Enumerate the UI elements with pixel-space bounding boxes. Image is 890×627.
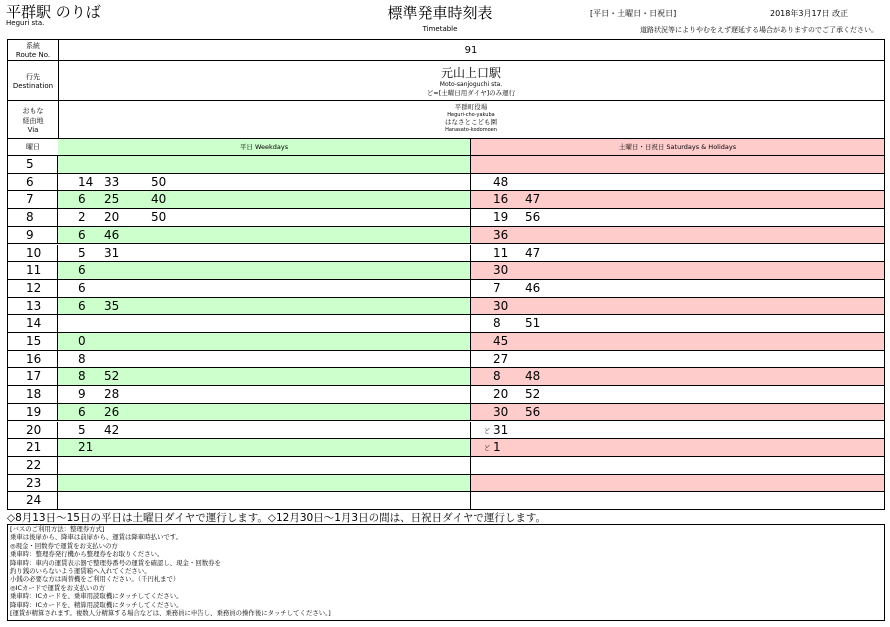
hour-cell: 24 bbox=[8, 492, 58, 510]
destination-name-en: Moto-sanjoguchi sta. bbox=[439, 81, 503, 88]
table-row bbox=[8, 174, 884, 192]
instruction-line: 乗車は後扉から、降車は前扉から、運賃は降車時払いです。 bbox=[10, 533, 183, 542]
departure-minute: 25 bbox=[104, 192, 120, 207]
holiday-minutes bbox=[471, 422, 884, 439]
departure-minute: 2 bbox=[78, 210, 86, 225]
hour-cell: 9 bbox=[8, 227, 58, 244]
page-title-en: Timetable bbox=[422, 25, 458, 33]
holiday-minutes bbox=[471, 439, 884, 456]
departure-minute: 8 bbox=[78, 351, 86, 366]
departure-minute: 8 bbox=[78, 369, 86, 384]
weekday-minutes bbox=[58, 351, 471, 368]
hour-cell: 11 bbox=[8, 262, 58, 279]
holiday-minutes bbox=[471, 404, 884, 421]
holiday-minutes bbox=[471, 262, 884, 279]
via-label-ja2: 経由地 bbox=[22, 116, 44, 125]
departure-minute: 19 bbox=[493, 210, 509, 225]
hour-cell: 20 bbox=[8, 422, 58, 439]
instruction-line: 釣り銭のいらないよう運賃箱へ入れてください。 bbox=[10, 567, 151, 576]
weekday-minutes bbox=[58, 457, 471, 474]
departure-minute: 47 bbox=[525, 192, 541, 207]
page-title: 標準発車時刻表 bbox=[387, 4, 493, 22]
departure-minute: 26 bbox=[104, 404, 120, 419]
hour-cell: 8 bbox=[8, 209, 58, 226]
departure-minute: 50 bbox=[151, 174, 167, 189]
table-row bbox=[8, 351, 884, 369]
departure-minute: 6 bbox=[78, 227, 86, 242]
revision-date: 2018年3月17日 改正 bbox=[770, 9, 849, 18]
departure-minute: 46 bbox=[104, 227, 120, 242]
departure-minute: 16 bbox=[493, 192, 509, 207]
departure-minute: 20 bbox=[493, 387, 509, 402]
table-row bbox=[8, 333, 884, 351]
departure-minute: 48 bbox=[493, 174, 509, 189]
holiday-operation-note: ◇8月13日～15日の平日は土曜日ダイヤで運行します。◇12月30日～1月3日の間は、日祝日ダイヤで運行します。 bbox=[7, 512, 547, 524]
departure-minute: 48 bbox=[525, 369, 541, 384]
weekday-minutes bbox=[58, 245, 471, 262]
table-row bbox=[8, 422, 884, 440]
holiday-minutes bbox=[471, 333, 884, 350]
via-label-ja: おもな bbox=[22, 106, 44, 115]
table-row bbox=[8, 457, 884, 475]
hour-cell: 16 bbox=[8, 351, 58, 368]
weekday-minutes bbox=[58, 227, 471, 244]
destination-row bbox=[8, 61, 884, 101]
hour-cell: 18 bbox=[8, 386, 58, 403]
table-row bbox=[8, 492, 884, 510]
via-stop-2: はなさとこども園 bbox=[445, 118, 497, 126]
instruction-line: ◎現金・回数券で運賃をお支払いの方 bbox=[10, 541, 118, 550]
departure-minute: 0 bbox=[78, 334, 86, 348]
weekdays-header: 平日 Weekdays bbox=[58, 139, 471, 155]
table-row bbox=[8, 475, 884, 493]
table-row bbox=[8, 209, 884, 227]
usage-instructions bbox=[7, 524, 885, 621]
departure-minute: 42 bbox=[104, 422, 120, 437]
departure-minute: 14 bbox=[78, 174, 94, 189]
holiday-minutes bbox=[471, 156, 884, 173]
departure-minute: 5 bbox=[78, 422, 86, 437]
saturday-only-mark: ど bbox=[484, 427, 491, 435]
instruction-line: 乗車時：整理券発行機から整理券をお取りください。 bbox=[10, 550, 164, 559]
weekday-minutes bbox=[58, 333, 471, 350]
weekday-minutes bbox=[58, 315, 471, 332]
weekday-minutes bbox=[58, 386, 471, 403]
departure-minute: 20 bbox=[104, 210, 120, 225]
departure-minute: 5 bbox=[78, 245, 86, 260]
weekday-minutes bbox=[58, 298, 471, 315]
destination-label-en: Destination bbox=[12, 81, 54, 90]
departure-minute: 45 bbox=[493, 334, 509, 348]
departure-minute: 6 bbox=[78, 263, 86, 278]
departure-minute: 47 bbox=[525, 245, 541, 260]
weekday-minutes bbox=[58, 492, 471, 510]
weekday-minutes bbox=[58, 368, 471, 385]
route-number: 91 bbox=[464, 45, 478, 56]
hour-cell: 21 bbox=[8, 439, 58, 456]
departure-minute: 9 bbox=[78, 387, 86, 402]
table-row bbox=[8, 227, 884, 245]
table-row bbox=[8, 262, 884, 280]
hour-cell: 6 bbox=[8, 174, 58, 191]
via-stop-1-en: Heguri-cho-yakuba bbox=[447, 111, 495, 118]
table-row bbox=[8, 280, 884, 298]
via-row bbox=[8, 101, 884, 139]
departure-minute: 1 bbox=[493, 440, 501, 455]
departure-minute: 52 bbox=[104, 369, 120, 384]
weekday-minutes bbox=[58, 439, 471, 456]
holiday-minutes bbox=[471, 475, 884, 492]
table-row bbox=[8, 368, 884, 386]
holiday-minutes bbox=[471, 280, 884, 297]
departure-minute: 50 bbox=[151, 210, 167, 225]
weekday-minutes bbox=[58, 404, 471, 421]
departure-minute: 8 bbox=[493, 316, 501, 331]
departure-minute: 6 bbox=[78, 298, 86, 313]
weekday-minutes bbox=[58, 422, 471, 439]
instruction-line: [運賃が精算されます。複数人分精算する場合などは、乗務員に申告し、乗務員の操作後にタッチしてください。] bbox=[10, 609, 331, 618]
holiday-minutes bbox=[471, 351, 884, 368]
via-stops bbox=[58, 101, 884, 138]
departure-minute: 30 bbox=[493, 298, 509, 313]
weekday-minutes bbox=[58, 191, 471, 208]
holidays-header: 土曜日・日祝日 Saturdays & Holidays bbox=[471, 139, 884, 155]
destination-label bbox=[8, 61, 59, 100]
hour-cell: 10 bbox=[8, 245, 58, 262]
via-stop-2-en: Hanasato-kodomoen bbox=[445, 126, 497, 133]
destination-label-ja: 行先 bbox=[26, 72, 40, 81]
departure-minute: 27 bbox=[493, 351, 509, 366]
holiday-minutes bbox=[471, 386, 884, 403]
destination-cell bbox=[58, 61, 884, 100]
weekday-minutes bbox=[58, 174, 471, 191]
instruction-line: 乗車時：ICカードを、乗車用読取機にタッチしてください。 bbox=[10, 592, 183, 601]
departure-minute: 56 bbox=[525, 210, 541, 225]
departure-minute: 51 bbox=[525, 316, 541, 331]
table-row bbox=[8, 191, 884, 209]
departure-minute: 33 bbox=[104, 174, 120, 189]
departure-minute: 6 bbox=[78, 404, 86, 419]
weekday-minutes bbox=[58, 209, 471, 226]
delay-notice: 道路状況等によりやむをえず遅延する場合がありますのでご了承ください。 bbox=[640, 26, 878, 34]
saturday-only-mark: ど bbox=[484, 445, 491, 453]
table-row bbox=[8, 315, 884, 333]
departure-minute: 30 bbox=[493, 263, 509, 278]
holiday-minutes bbox=[471, 209, 884, 226]
hour-cell: 13 bbox=[8, 298, 58, 315]
stop-name: 平群駅 のりば bbox=[6, 3, 101, 21]
departure-minute: 35 bbox=[104, 298, 120, 313]
destination-note: ど=[土曜日用ダイヤ]のみ運行 bbox=[426, 89, 516, 97]
departure-minute: 40 bbox=[151, 192, 167, 207]
route-label-ja: 系統 bbox=[26, 42, 40, 50]
departure-minute: 7 bbox=[493, 280, 501, 295]
stop-name-en: Heguri sta. bbox=[6, 19, 45, 27]
weekday-minutes bbox=[58, 475, 471, 492]
departure-minute: 56 bbox=[525, 404, 541, 419]
instruction-line: 降車時：車内の運賃表示器で整理券番号の運賃を確認し、現金・回数券を bbox=[10, 558, 221, 567]
weekday-minutes bbox=[58, 156, 471, 173]
table-row bbox=[8, 404, 884, 422]
holiday-minutes bbox=[471, 298, 884, 315]
via-stop-1: 平群町役場 bbox=[454, 103, 488, 111]
route-label bbox=[8, 40, 59, 60]
holiday-minutes bbox=[471, 457, 884, 474]
instruction-line: 小銭の必要な方は両替機をご利用ください。（千円札まで） bbox=[10, 575, 180, 584]
departure-minute: 31 bbox=[104, 245, 120, 260]
route-row bbox=[8, 40, 884, 61]
table-row bbox=[8, 245, 884, 263]
departure-minute: 11 bbox=[493, 245, 509, 260]
departure-minute: 46 bbox=[525, 280, 541, 295]
hour-cell: 12 bbox=[8, 280, 58, 297]
hour-cell: 17 bbox=[8, 368, 58, 385]
instruction-line: 降車時：ICカードを、精算用読取機にタッチしてください。 bbox=[10, 600, 183, 609]
instruction-line: ◎ICカードで運賃をお支払いの方 bbox=[10, 583, 106, 592]
departure-minute: 30 bbox=[493, 404, 509, 419]
departure-minute: 21 bbox=[78, 440, 94, 455]
hour-cell: 22 bbox=[8, 457, 58, 474]
destination-name: 元山上口駅 bbox=[440, 66, 501, 80]
timetable-grid bbox=[7, 39, 885, 510]
hour-cell: 23 bbox=[8, 475, 58, 492]
instruction-line: [バスのご利用方法：整理券方式] bbox=[10, 525, 105, 533]
holiday-minutes bbox=[471, 227, 884, 244]
hour-cell: 15 bbox=[8, 333, 58, 350]
holiday-minutes bbox=[471, 174, 884, 191]
via-label bbox=[8, 101, 59, 138]
holiday-minutes bbox=[471, 191, 884, 208]
hour-cell: 19 bbox=[8, 404, 58, 421]
column-header-row bbox=[8, 139, 884, 156]
via-label-en: Via bbox=[27, 125, 39, 134]
hour-column-label: 曜日 bbox=[8, 139, 59, 155]
route-label-en: Route No. bbox=[15, 51, 51, 59]
hour-cell: 7 bbox=[8, 191, 58, 208]
departure-minute: 6 bbox=[78, 280, 86, 295]
holiday-minutes bbox=[471, 315, 884, 332]
table-row bbox=[8, 386, 884, 404]
holiday-minutes bbox=[471, 368, 884, 385]
table-row bbox=[8, 156, 884, 174]
departure-minute: 31 bbox=[493, 422, 509, 437]
hour-cell: 14 bbox=[8, 315, 58, 332]
departure-minute: 8 bbox=[493, 369, 501, 384]
departure-minute: 52 bbox=[525, 387, 541, 402]
hour-cell: 5 bbox=[8, 156, 58, 173]
weekday-minutes bbox=[58, 280, 471, 297]
departure-minute: 36 bbox=[493, 227, 509, 242]
holiday-minutes bbox=[471, 245, 884, 262]
holiday-minutes bbox=[471, 492, 884, 510]
day-types: [平日・土曜日・日祝日] bbox=[590, 9, 677, 18]
departure-minute: 6 bbox=[78, 192, 86, 207]
weekday-minutes bbox=[58, 262, 471, 279]
table-row bbox=[8, 298, 884, 316]
departure-minute: 28 bbox=[104, 387, 120, 402]
table-row bbox=[8, 439, 884, 457]
